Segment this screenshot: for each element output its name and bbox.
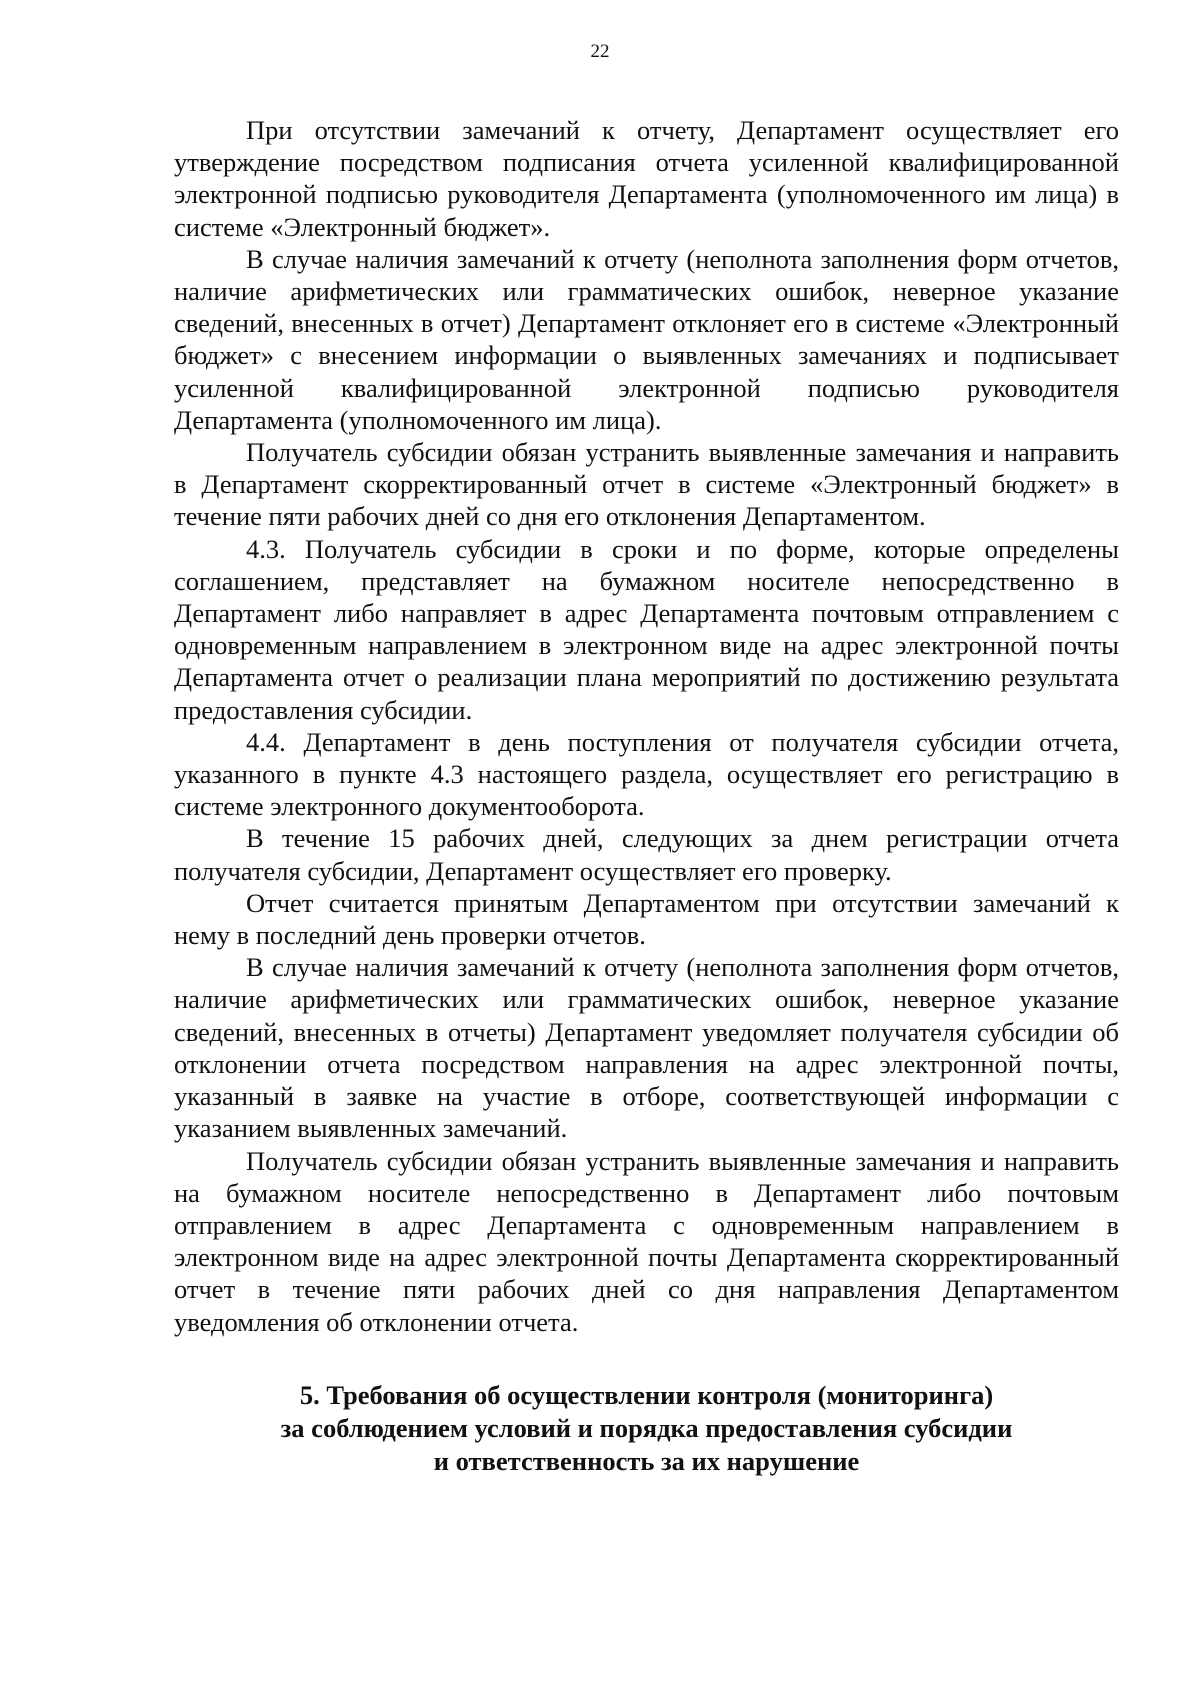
section-heading-line: и ответственность за их нарушение [433, 1446, 860, 1476]
section-heading [174, 1379, 1119, 1478]
paragraph-approval: При отсутствии замечаний к отчету, Департамент осуществляет его утверждение посредством подписания отчета усиленной квалифицированной электронной подписью руководителя Департамента (уполномоченного им лица) в системе «Электронный бюджет». [174, 115, 1119, 242]
section-heading-line: за соблюдением условий и порядка предоставления субсидии [280, 1413, 1013, 1443]
paragraph-clause-4-3: 4.3. Получатель субсидии в сроки и по форме, которые определены соглашением, представляет на бумажном носителе непосредственно в Департамент либо направляет в адрес Департамента почтовым отправлением с одновременным направлением в электронном виде на адрес электронной почты Департамента отчет о реализации плана мероприятий по достижению результата предоставления субсидии. [174, 533, 1119, 725]
paragraph-acceptance: Отчет считается принятым Департаментом при отсутствии замечаний к нему в последний день проверки отчетов. [174, 887, 1119, 951]
section-heading-line: 5. Требования об осуществлении контроля (мониторинга) [299, 1380, 994, 1410]
paragraph-resubmission: Получатель субсидии обязан устранить выявленные замечания и направить на бумажном носителе непосредственно в Департамент либо почтовым отправлением в адрес Департамента с одновременным направлением в электронном виде на адрес электронной почты Департамента скорректированный отчет в течение пяти рабочих дней со дня направления Департаментом уведомления об отклонении отчета. [174, 1145, 1119, 1337]
paragraph-correction: Получатель субсидии обязан устранить выявленные замечания и направить в Департамент скорректированный отчет в системе «Электронный бюджет» в течение пяти рабочих дней со дня его отклонения Департаментом. [174, 437, 1119, 532]
paragraph-rejection: В случае наличия замечаний к отчету (неполнота заполнения форм отчетов, наличие арифметических или грамматических ошибок, неверное указание сведений, внесенных в отчет) Департамент отклоняет его в системе «Электронный бюджет» с внесением информации о выявленных замечаниях и подписывает усиленной квалифицированной электронной подписью руководителя Департамента (уполномоченного им лица). [174, 243, 1119, 435]
page-number: 22 [590, 41, 610, 62]
document-body [174, 114, 1119, 1338]
paragraph-clause-4-4: 4.4. Департамент в день поступления от получателя субсидии отчета, указанного в пункте 4.3 настоящего раздела, осуществляет его регистрацию в системе электронного документооборота. [174, 726, 1119, 822]
paragraph-notification: В случае наличия замечаний к отчету (неполнота заполнения форм отчетов, наличие арифметических или грамматических ошибок, неверное указание сведений, внесенных в отчеты) Департамент уведомляет получателя субсидии об отклонении отчета посредством направления на адрес электронной почты, указанный в заявке на участие в отборе, соответствующей информации с указанием выявленных замечаний. [174, 952, 1119, 1144]
paragraph-review-period: В течение 15 рабочих дней, следующих за днем регистрации отчета получателя субсидии, Департамент осуществляет его проверку. [174, 823, 1119, 886]
